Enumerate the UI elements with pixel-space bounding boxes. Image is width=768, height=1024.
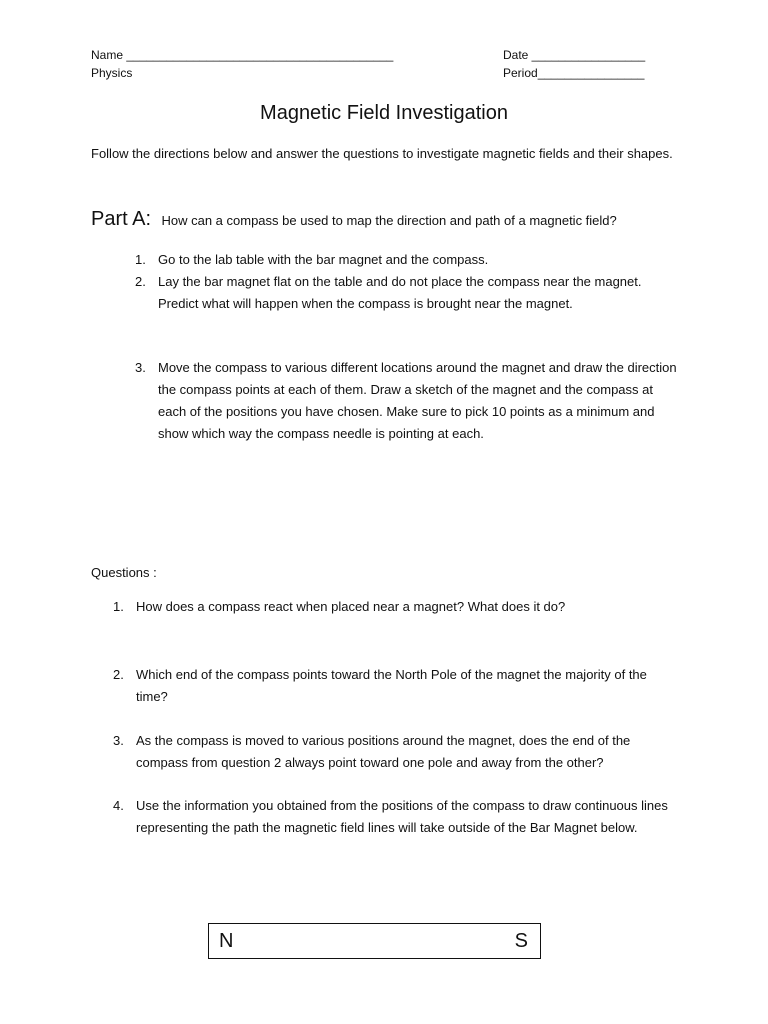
south-pole-label: S: [514, 930, 528, 952]
step-number: 2.: [135, 274, 146, 289]
part-a-label: Part A:: [91, 208, 152, 230]
north-pole-label: N: [219, 930, 234, 952]
questions-list: [113, 596, 681, 839]
question-text: Use the information you obtained from the positions of the compass to draw continuous lines representing the path the magnetic field lines will take outside of the Bar Magnet below.: [136, 798, 668, 835]
question-text: How does a compass react when placed near a magnet? What does it do?: [136, 599, 566, 614]
question-text: As the compass is moved to various positions around the magnet, does the end of the compass from question 2 always point toward one pole and away from the other?: [136, 733, 631, 770]
question-number: 4.: [113, 798, 124, 813]
question-text: Which end of the compass points toward the North Pole of the magnet the majority of the time?: [136, 667, 647, 704]
page-title: Magnetic Field Investigation: [260, 102, 508, 124]
intro-paragraph: Follow the directions below and answer the questions to investigate magnetic fields and their shapes.: [91, 146, 673, 161]
list-item: [113, 730, 681, 774]
list-item: [135, 249, 683, 271]
list-item: [113, 596, 681, 618]
question-number: 1.: [113, 599, 124, 614]
part-a-heading: [91, 208, 617, 231]
part-a-question: How can a compass be used to map the direction and path of a magnetic field?: [161, 213, 617, 228]
step-number: 1.: [135, 252, 146, 267]
course-label: Physics: [91, 66, 133, 80]
part-a-steps: [135, 249, 683, 445]
questions-heading: Questions :: [91, 565, 157, 580]
question-number: 2.: [113, 667, 124, 682]
step-text: Go to the lab table with the bar magnet and the compass.: [158, 252, 489, 267]
step-text: Move the compass to various different locations around the magnet and draw the direction the compass points at each of them. Draw a sketch of the magnet and the compass at each of the positions you have chosen. Make sure to pick 10 points as a minimum and show which way the compass needle is pointing at each.: [158, 360, 677, 441]
step-number: 3.: [135, 360, 146, 375]
period-field-label: Period________________: [503, 66, 645, 80]
list-item: [135, 357, 683, 445]
list-item: [113, 795, 681, 839]
bar-magnet: [208, 923, 541, 959]
question-number: 3.: [113, 733, 124, 748]
list-item: [113, 664, 681, 708]
name-field-label: Name ________________________________________: [91, 48, 394, 62]
step-text: Lay the bar magnet flat on the table and do not place the compass near the magnet. Predict what will happen when the compass is brought near the magnet.: [158, 274, 642, 311]
list-item: [135, 271, 683, 315]
date-field-label: Date _________________: [503, 48, 646, 62]
